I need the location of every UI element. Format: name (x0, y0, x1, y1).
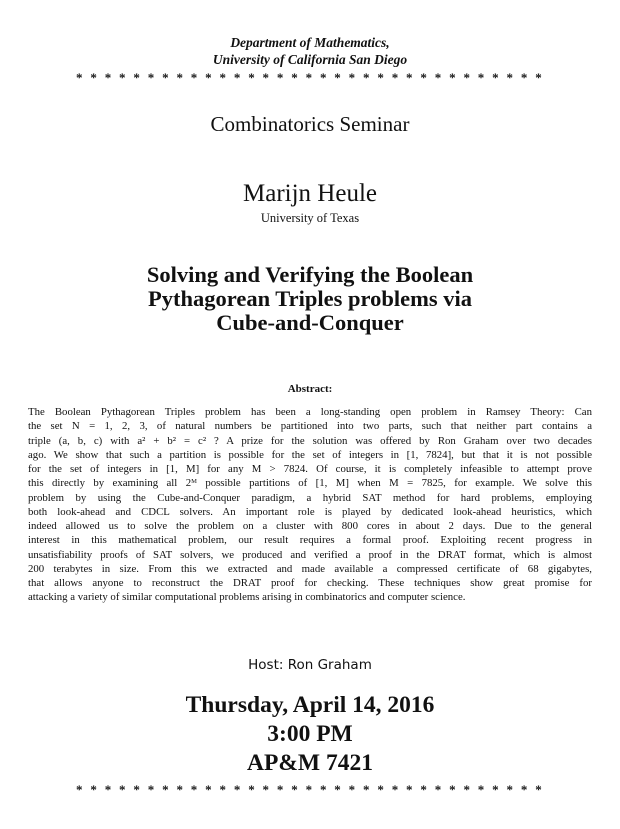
event-location: AP&M 7421 (247, 750, 373, 776)
speaker-name: Marijn Heule (243, 180, 377, 207)
department-line-2: University of California San Diego (212, 52, 408, 67)
speaker-affiliation: University of Texas (260, 211, 360, 225)
abstract-heading: Abstract: (287, 383, 333, 395)
abstract-line: unsatisfiability proofs of SAT solvers, we produced and verified a proof in the DRAT format, which is almost (28, 548, 592, 561)
department-line-1: Department of Mathematics, (230, 35, 390, 50)
abstract-line: The Boolean Pythagorean Triples problem has been a long-standing open problem in Ramsey Theory: Can (28, 406, 592, 418)
abstract-line: triple (a, b, c) with a² + b² = c² ? A prize for the solution was offered by Ron Graham over two decades (28, 434, 592, 447)
host-line: Host: Ron Graham (248, 657, 372, 673)
abstract-line: 200 terabytes in size. From this we extracted and made available a compressed certificate of 68 gigabytes, (28, 562, 592, 575)
abstract-line: interest in this mathematical problem, our result requires a formal proof. Exploiting recent progress in (28, 534, 592, 547)
abstract-line: the set N = 1, 2, 3, of natural numbers be partitioned into two parts, such that neither part contains a (28, 420, 592, 433)
abstract-body (28, 405, 592, 605)
abstract-line: problem by using the Cube-and-Conquer paradigm, a hybrid SAT method for hard problems, employing (28, 491, 592, 504)
footer-star-divider: * * * * * * * * * * * * * * * * * * * * * * * * * * * * * * * * * (76, 782, 544, 797)
abstract-line: indeed allowed us to solve the problem on a cluster with 800 cores in about 2 days. Due to the general (28, 520, 592, 532)
talk-title-line-2: Pythagorean Triples problems via (148, 286, 472, 311)
abstract-line: both look-ahead and CDCL solvers. An important role is played by dedicated look-ahead heuristics, which (28, 505, 592, 518)
event-time: 3:00 PM (267, 721, 353, 747)
abstract-line: ago. We show that such a partition is possible for the set of integers in [1, 7824], but that it is not possible (28, 448, 592, 461)
abstract-line: this directly by examining all 2ᴹ possible partitions of [1, M] when M = 7825, for example. We solve this (28, 477, 592, 490)
abstract-line: that allows anyone to reconstruct the DRAT proof for checking. These techniques show great promise for (28, 577, 592, 589)
seminar-title: Combinatorics Seminar (210, 112, 410, 136)
abstract-line: for the set of integers in [1, M] for any M > 7824. Of course, it is completely infeasible to attempt prove (28, 463, 592, 475)
abstract-line: attacking a variety of similar computational problems arising in combinatorics and computer science. (28, 591, 466, 604)
talk-title-line-3: Cube-and-Conquer (216, 310, 404, 335)
talk-title-line-1: Solving and Verifying the Boolean (146, 262, 474, 287)
header-star-divider: * * * * * * * * * * * * * * * * * * * * * * * * * * * * * * * * * (76, 70, 544, 85)
event-date: Thursday, April 14, 2016 (185, 692, 435, 718)
